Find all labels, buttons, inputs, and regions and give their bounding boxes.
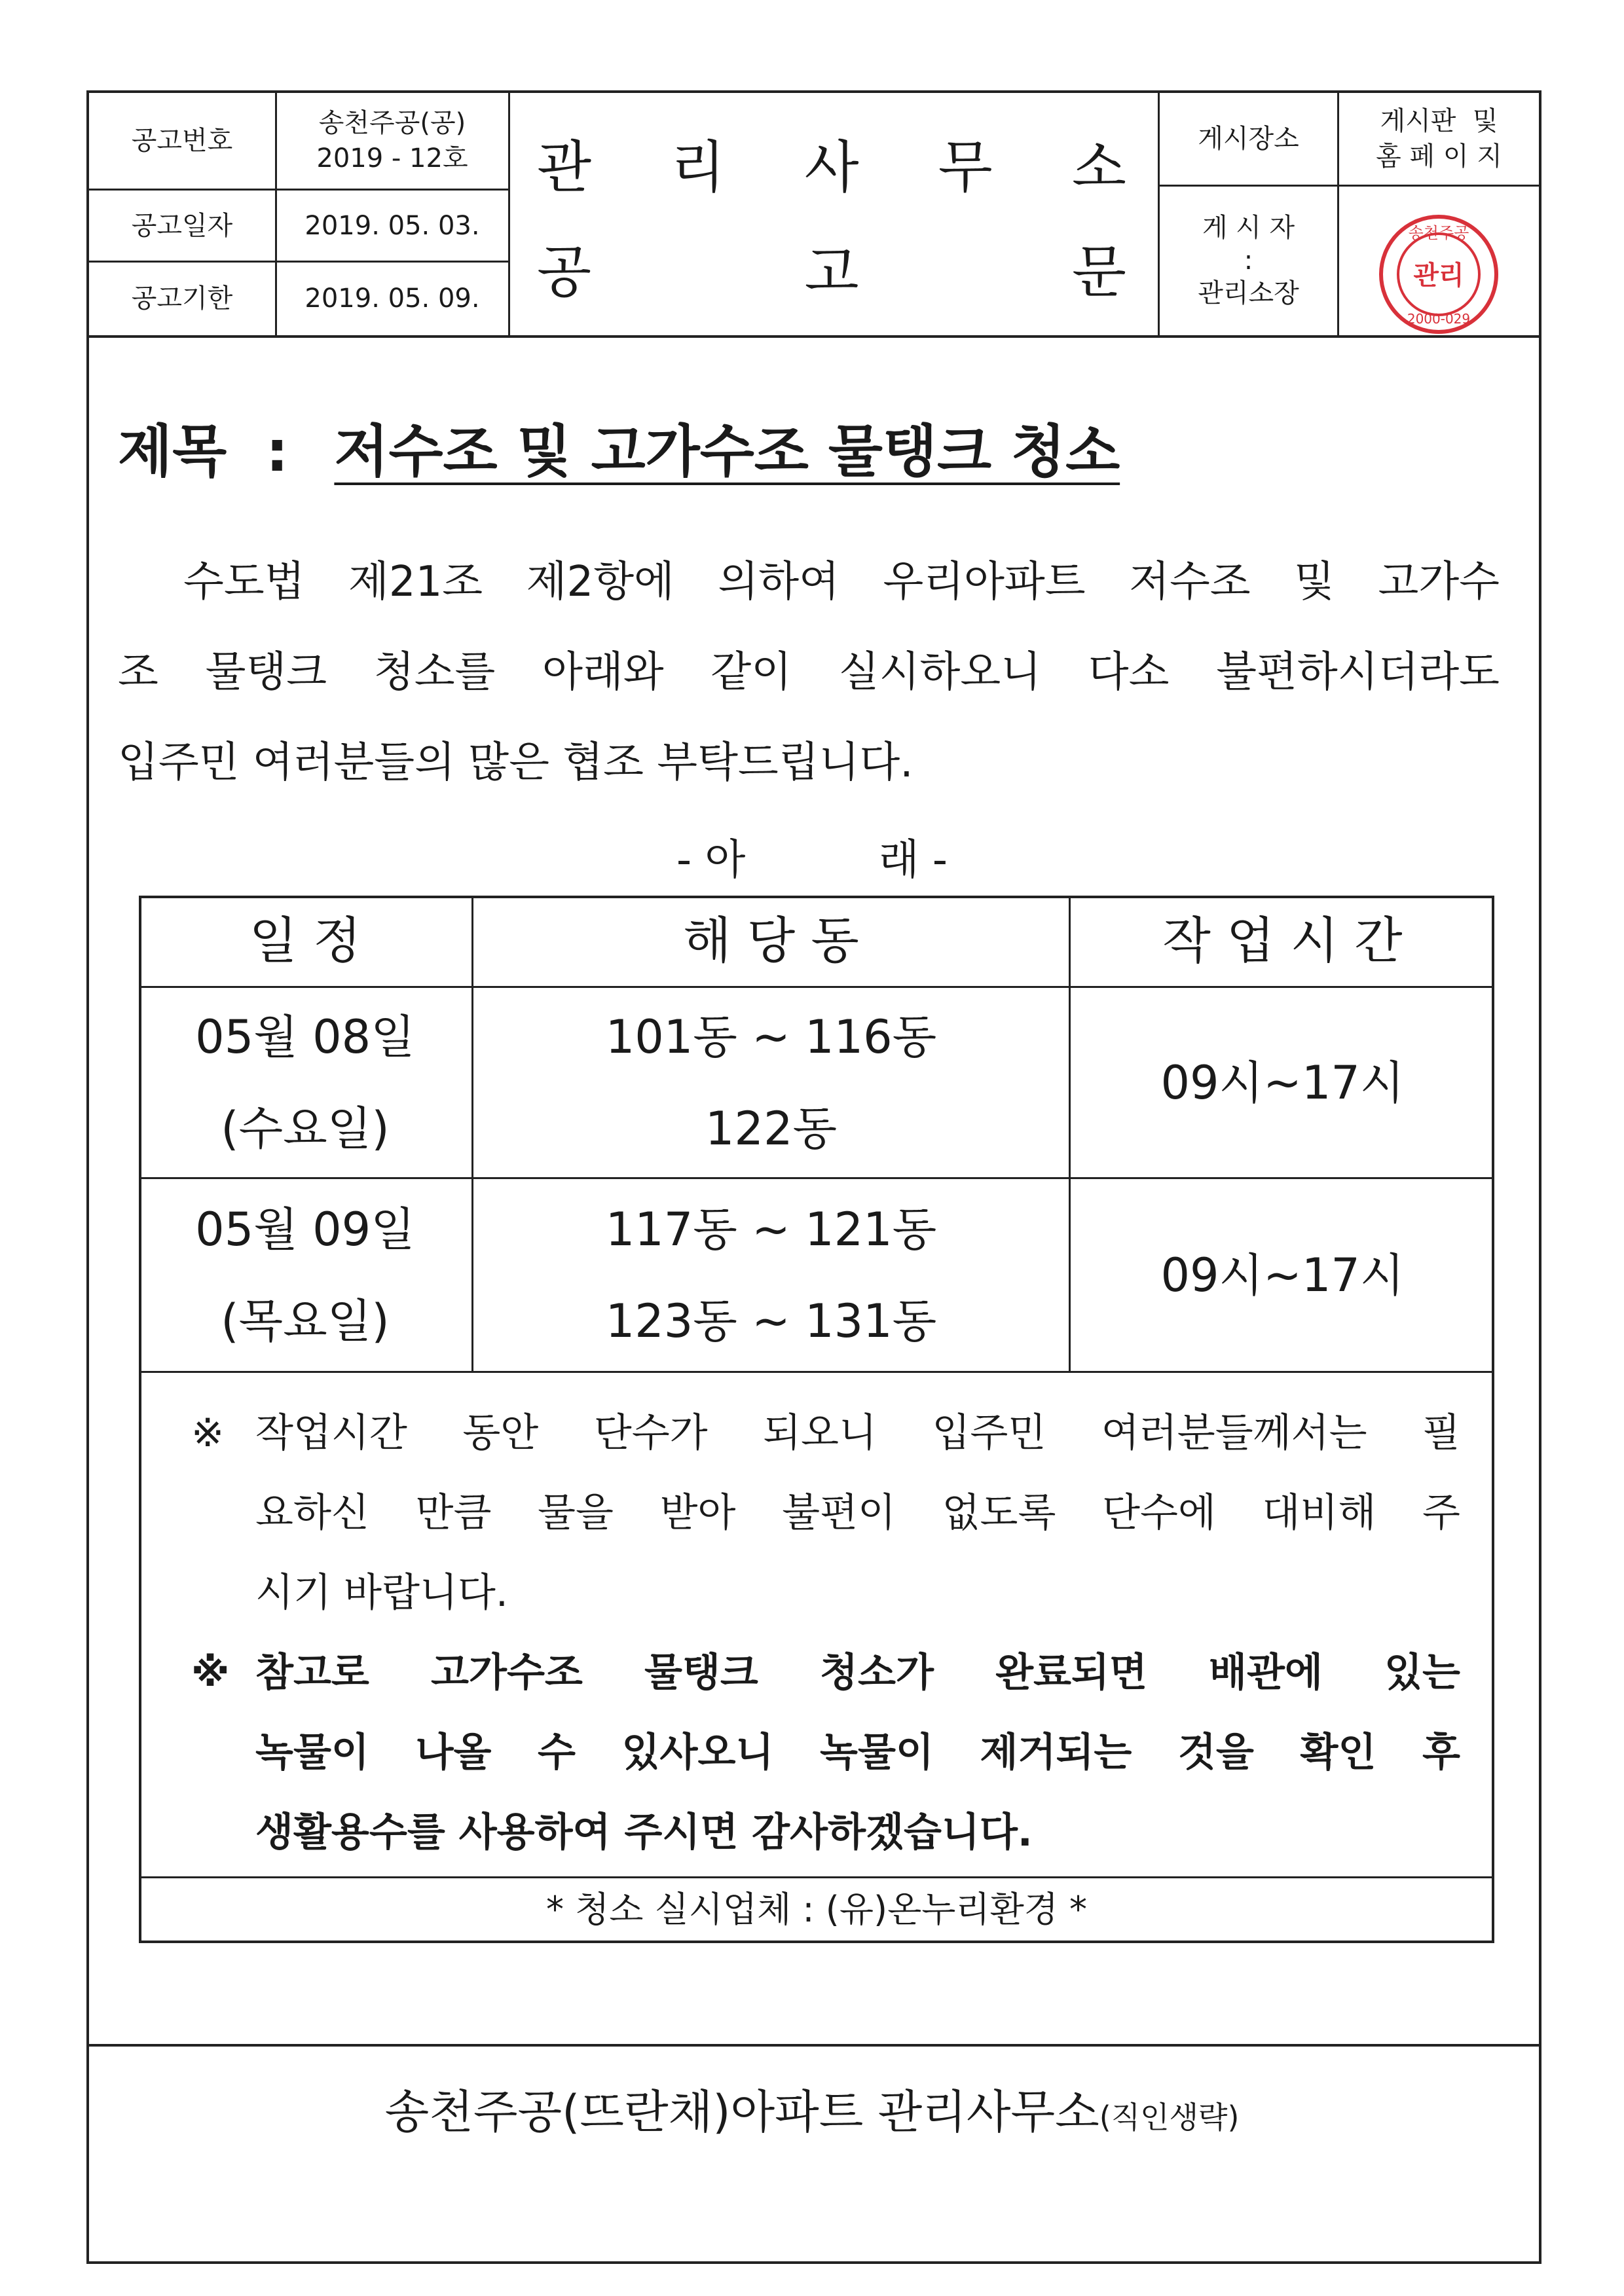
schedule-row-1-time: 09시~17시 (1160, 1055, 1405, 1110)
poster-label (1160, 187, 1337, 335)
footer-top-line (89, 2044, 1539, 2047)
poster-label-line3: 관리소장 (1198, 278, 1299, 308)
header-vline-2 (508, 90, 510, 335)
notice-title (118, 406, 1120, 487)
official-seal-stamp (1370, 211, 1507, 338)
doc-type-char: 고 (804, 240, 859, 305)
posting-place-value (1339, 93, 1539, 185)
doc-type-title (537, 227, 1126, 308)
note-1 (139, 1393, 1494, 1635)
note-2-line-1: 참고로 고가수조 물탱크 청소가 완료되면 배관에 있는 (255, 1650, 1460, 1696)
notice-no-label: 공고번호 (131, 126, 233, 156)
contractor-line: * 청소 실시업체 : (유)온누리환경 * (545, 1889, 1088, 1930)
schedule-row-blocks-line2: 122동 (705, 1101, 838, 1156)
note-1-line-3: 시기 바랍니다. (255, 1570, 508, 1616)
office-title-char: 소 (1071, 135, 1126, 200)
footer-seal-omitted: (직인생략) (1099, 2100, 1240, 2135)
notice-deadline-label: 공고기한 (131, 283, 233, 314)
note-1-line-2: 요하신 만큼 물을 받아 불편이 없도록 단수에 대비해 주 (255, 1490, 1460, 1536)
note-2-line-2: 녹물이 나올 수 있사오니 녹물이 제거되는 것을 확인 후 (255, 1730, 1460, 1776)
schedule-row-1-date (139, 988, 471, 1177)
note-2 (139, 1633, 1494, 1875)
note-1-mark: ※ (191, 1410, 225, 1456)
footer (0, 2075, 1624, 2141)
schedule-table (139, 896, 1494, 1943)
stamp-bottom-text: 2000-029 (1407, 311, 1471, 327)
schedule-row-2-date (139, 1179, 471, 1371)
stamp-center-text: 관리 (1413, 261, 1464, 291)
office-title (537, 122, 1126, 203)
title-prefix: 제목 : (118, 419, 289, 484)
schedule-row-day: (수요일) (221, 1101, 390, 1156)
stamp-top-text: 송천주공 (1408, 224, 1469, 242)
office-title-char: 관 (537, 135, 592, 200)
notice-deadline-value: 2019. 05. 09. (304, 283, 480, 314)
schedule-row-date: 05월 08일 (195, 1010, 415, 1064)
schedule-row-2-time: 09시~17시 (1160, 1248, 1405, 1302)
header-bottom-line (89, 335, 1539, 338)
office-title-char: 무 (938, 135, 993, 200)
note-2-mark: ※ (191, 1650, 230, 1696)
schedule-row-date: 05월 09일 (195, 1202, 415, 1256)
posting-place-value-line2: 홈 페 이 지 (1376, 141, 1502, 172)
schedule-row-2-blocks (473, 1179, 1069, 1371)
notice-date-value: 2019. 05. 03. (304, 210, 480, 241)
note-2-line-3: 생활용수를 사용하여 주시면 감사하겠습니다. (255, 1810, 1033, 1855)
title-text: 저수조 및 고가수조 물탱크 청소 (334, 419, 1120, 484)
schedule-row-blocks-line1: 101동 ~ 116동 (605, 1010, 937, 1064)
schedule-hline-row2 (139, 1371, 1494, 1373)
intro-line-2: 조 물탱크 청소를 아래와 같이 실시하오니 다소 불편하시더라도 (118, 648, 1500, 697)
office-title-char: 사 (804, 135, 859, 200)
schedule-header-blocks: 해 당 동 (683, 911, 859, 970)
schedule-header-date: 일 정 (249, 911, 361, 970)
schedule-row-day: (목요일) (221, 1294, 390, 1348)
schedule-header-time: 작 업 시 간 (1162, 911, 1403, 970)
below-label: - 아 래 - (676, 836, 948, 884)
doc-type-char: 공 (537, 240, 592, 305)
posting-place-label: 게시장소 (1198, 124, 1299, 154)
doc-type-char: 문 (1071, 240, 1126, 305)
schedule-row-1-blocks (473, 988, 1069, 1177)
poster-label-line1: 게 시 자 (1202, 213, 1295, 243)
intro-line-3: 입주민 여러분들의 많은 협조 부탁드립니다. (118, 738, 913, 787)
schedule-row-blocks-line2: 123동 ~ 131동 (605, 1294, 937, 1348)
note-1-line-1: 작업시간 동안 단수가 되오니 입주민 여러분들께서는 필 (255, 1410, 1460, 1456)
posting-place-value-line1: 게시판 및 (1380, 106, 1498, 136)
intro-line-1: 수도법 제21조 제2항에 의하여 우리아파트 저수조 및 고가수 (183, 558, 1500, 606)
footer-office-name: 송천주공(뜨란채)아파트 관리사무소 (384, 2085, 1099, 2139)
notice-date-label: 공고일자 (131, 210, 233, 241)
poster-label-line2: : (1244, 246, 1253, 276)
office-title-char: 리 (671, 135, 726, 200)
schedule-row-blocks-line1: 117동 ~ 121동 (605, 1202, 937, 1256)
notice-no-value: 송천주공(공) 2019 - 12호 (316, 108, 468, 173)
